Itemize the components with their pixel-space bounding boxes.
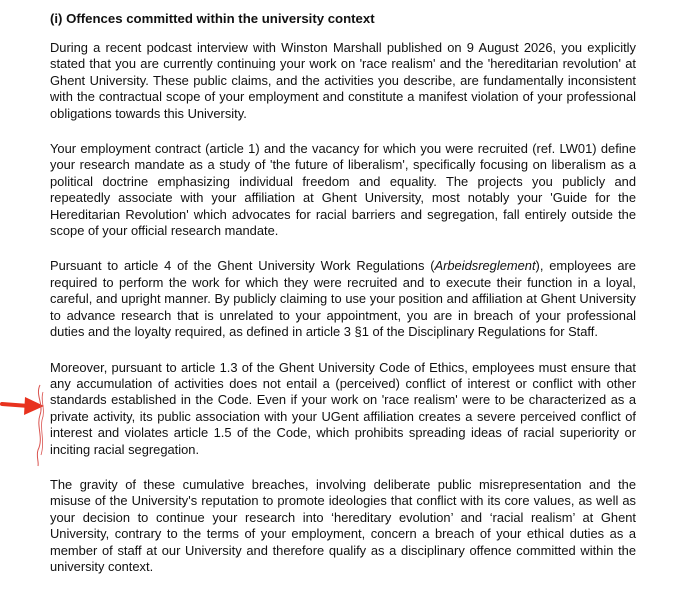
- paragraph-work-regulations: [50, 258, 636, 340]
- paragraph-work-regulations-start: Pursuant to article 4 of the Ghent University Work Regulations (: [50, 258, 435, 274]
- paragraph-gravity-of-breaches: The gravity of these cumulative breaches, involving deliberate public misrepresentation and the misuse of the University's reputation to promote ideologies that conflict with its core values, as well as your decision to continue your research into ‘hereditary evolution’ and ‘racial realism’ at Ghent University, contrary to the terms of your employment, concern a breach of your ethical duties as a member of staff at our University and therefore qualify as a disciplinary offence committed within the university context.: [50, 476, 636, 574]
- paragraph-code-of-ethics: Moreover, pursuant to article 1.3 of the Ghent University Code of Ethics, employees must ensure that any accumulation of activities does not entail a (perceived) conflict of interest or conflict with other standards established in the Code. Even if your work on 'race realism' were to be characterized as a private activity, its public association with your UGent affiliation creates a severe perceived conflict of interest and violates article 1.5 of the Code, which prohibits spreading ideas of racial superiority or inciting racial segregation.: [50, 359, 636, 457]
- paragraph-work-regulations-end: ), employees are required to perform the work for which they were recruited and to execute their function in a loyal, careful, and upright manner. By publicly claiming to use your position and affiliation at Ghent University to advance research that is unrelated to your appointment, you are in breach of your professional duties and the loyalty required, as defined in article 3 §1 of the Disciplinary Regulations for Staff.: [50, 258, 636, 340]
- document-body: [50, 10, 636, 594]
- paragraph-podcast-interview: During a recent podcast interview with Winston Marshall published on 9 August 2026, you explicitly stated that you are currently continuing your work on 'race realism' and the 'hereditarian revolution' at Ghent University. These public claims, and the activities you describe, are fundamentally inconsistent with the contractual scope of your employment and constitute a manifest violation of your professional obligations towards this University.: [50, 40, 636, 121]
- margin-bracket-mark: [37, 385, 41, 466]
- section-heading: (i) Offences committed within the university context: [50, 11, 375, 26]
- margin-bracket-mark-inner: [41, 392, 43, 455]
- paragraph-employment-contract: Your employment contract (article 1) and the vacancy for which you were recruited (ref. LW01) define your research mandate as a study of 'the future of liberalism', specifically focusing on liberalism as a political doctrine emphasizing individual freedom and equality. The projects you publicly and repeatedly associate with your affiliation at Ghent University, most notably your 'Guide for the Hereditarian Revolution' which advocates for racial barriers and segregation, fall entirely outside the scope of your official research mandate.: [50, 141, 636, 239]
- arbeidsreglement-term: Arbeidsreglement: [434, 258, 536, 274]
- arrow-right-icon: [2, 397, 44, 415]
